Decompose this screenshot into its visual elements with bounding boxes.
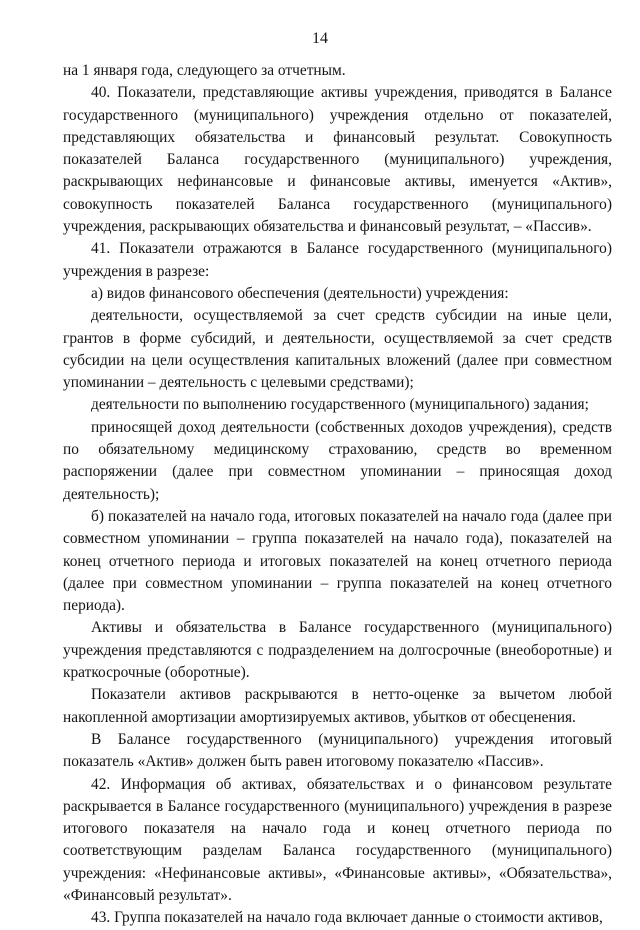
paragraph: 41. Показатели отражаются в Балансе государственного (муниципального) учреждения в разрезе: <box>63 240 612 280</box>
paragraph: б) показателей на начало года, итоговых показателей на начало года (далее при совместном упоминании – группа показателей на начало года), показателей на конец отчетного периода и итоговых показателей на конец отчетного периода (далее при совместном упоминании – группа показателей на конец отчетного периода). <box>63 507 612 615</box>
paragraph: Активы и обязательства в Балансе государственного (муниципального) учреждения представляются с подразделением на долгосрочные (внеоборотные) и краткосрочные (оборотные). <box>63 619 612 682</box>
paragraph: приносящей доход деятельности (собственных доходов учреждения), средств по обязательному медицинскому страхованию, средств во временном распоряжении (далее при совместном упоминании – приносящая доход деятельность); <box>63 418 612 503</box>
paragraph: деятельности, осуществляемой за счет средств субсидии на иные цели, грантов в форме субсидий, и деятельности, осуществляемой за счет средств субсидии на цели осуществления капитальных вложений (далее при совместном упоминании – деятельность с целевыми средствами); <box>63 307 612 392</box>
paragraph: а) видов финансового обеспечения (деятельности) учреждения: <box>91 284 509 302</box>
document-body <box>63 60 612 930</box>
paragraph: на 1 января года, следующего за отчетным. <box>63 62 346 79</box>
page-number: 14 <box>312 30 328 47</box>
paragraph: деятельности по выполнению государственного (муниципального) задания; <box>91 396 589 414</box>
paragraph: 40. Показатели, представляющие активы учреждения, приводятся в Балансе государственного (муниципального) учреждения отдельно от показателей, представляющих обязательства и финансовый результат. Совокупность показателей Баланса государственного (муниципального) учреждения, раскрывающих нефинансовые и финансовые активы, именуется «Актив», совокупность показателей Баланса государственного (муниципального) учреждения, раскрывающих обязательства и финансовый результат, – «Пассив». <box>63 84 612 236</box>
paragraph: 42. Информация об активах, обязательствах и о финансовом результате раскрывается в Балансе государственного (муниципального) учреждения в разрезе итогового показателя на начало года и конец отчетного периода по соответствующим разделам Баланса государственного (муниципального) учреждения: «Нефинансовые активы», «Финансовые активы», «Обязательства», «Финансовый результат». <box>63 775 612 904</box>
paragraph: 43. Группа показателей на начало года включает данные о стоимости активов, <box>91 909 603 927</box>
paragraph: В Балансе государственного (муниципального) учреждения итоговый показатель «Актив» должен быть равен итоговому показателю «Пассив». <box>63 730 612 771</box>
paragraph: Показатели активов раскрываются в нетто-оценке за вычетом любой накопленной амортизации амортизируемых активов, убытков от обесценения. <box>63 686 612 726</box>
